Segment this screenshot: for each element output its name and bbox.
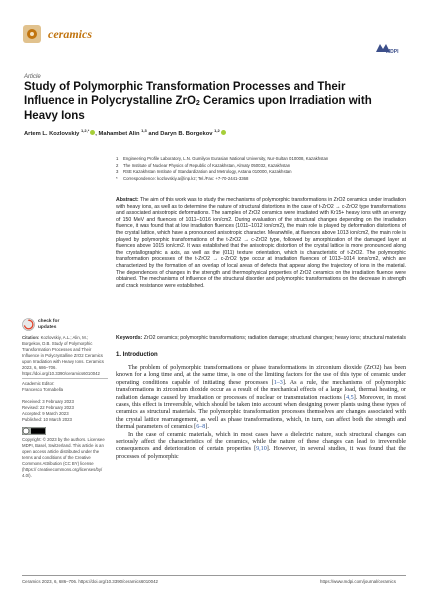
check-for-updates-badge[interactable]: check for updates bbox=[22, 318, 108, 331]
citation-link[interactable]: 1–3 bbox=[273, 379, 283, 386]
affiliations bbox=[116, 156, 406, 183]
citation-link[interactable]: 6–8 bbox=[196, 424, 206, 431]
keywords-label: Keywords: bbox=[116, 335, 143, 341]
affiliation-row: 2 The Institute of Nuclear Physics of Republic of Kazakhstan, Almaty 050032, Kazakhstan bbox=[116, 162, 291, 168]
affiliation-row: 1 Engineering Profile Laboratory, L.N. Gumilyov Eurasian National University, Nur-Sultan 010008, Kazakhstan bbox=[116, 156, 329, 161]
svg-text:MDPI: MDPI bbox=[386, 49, 399, 54]
affiliation-row: 3 RSE Kazakhstan Institute of Standardization and Metrology, Astana 010000, Kazakhstan bbox=[116, 169, 292, 175]
author-name[interactable]: Mahambet Alin bbox=[98, 130, 140, 137]
introduction-body bbox=[116, 365, 406, 461]
footer-citation[interactable]: Ceramics 2023, 6, 686–706. https://doi.org/10.3390/ceramics6010042 bbox=[22, 579, 158, 584]
author-name[interactable]: Daryn B. Borgekov bbox=[160, 130, 213, 137]
footer-journal-link[interactable]: https://www.mdpi.com/journal/ceramics bbox=[320, 579, 396, 584]
section-heading: 1. Introduction bbox=[116, 352, 158, 358]
footer-divider bbox=[22, 575, 406, 576]
license-text: Copyright: © 2023 by the authors. Licensee MDPI, Basel, Switzerland. This article is an open access article distributed under the terms and conditions of the Creative Commons Attribution (CC BY) license (https:// creativecommons.org/licenses/by/ 4.0/). bbox=[22, 437, 105, 478]
keywords-text: ZrO2 ceramics; polymorphic transformations; radiation damage; structural changes; heavy ions; structural materials bbox=[143, 335, 406, 341]
abstract bbox=[116, 197, 406, 289]
article-type: Article bbox=[24, 74, 41, 80]
correspondence-row: * Correspondence: kozlovskiy.a@inp.kz; Tel./Fax: +7-70-2441-3368 bbox=[116, 176, 249, 182]
abstract-text: The aim of this work was to study the mechanisms of polymorphic transformations in ZrO2 ceramics under irradiation with heavy ions, as well as to determine the nature of structural distortions in the case of t-ZrO2 → c-ZrO2 type transformations and associated anisotropic deformations. The samples of ZrO2 ceramics were irradiated with Kr15+ heavy ions with an energy of 150 MeV and fluences of 1011–1016 ion/cm2. During evaluation of the structural changes depending on the irradiation fluence, it was found that at low irradiation fluences (1011–1012 ion/cm2), the main role is played by deformation distortions of the crystal lattice, which have a pronounced anisotropic character. Meanwhile, at fluences above 1013 ion/cm2, the main role is played by polymorphic transformations of the t-ZrO2 → c-ZrO2 type, followed by amorphization of the damaged layer at fluences above 1015 ion/cm2. It was established that the anisotropic distortion of the crystal lattice is more pronounced along the crystallographic a axis, as well as the (011) texture orientation, which is characteristic of t-ZrO2. The polymorphic transformation processes of the t-ZrO2 → c-ZrO2 type occur at irradiation fluences of 1013–1014 ions/cm2, which are characterized by the formation of an overlap of local areas of defects that appear along the trajectory of ions in the material. The dependences of changes in the strength and thermophysical properties of ZrO2 ceramics on the irradiation fluence were obtained. The mechanisms of influence of the structural disorder and polymorphic transformations on the decrease in strength and crack resistance were established. bbox=[116, 197, 406, 289]
editor-label: Academic Editor: bbox=[22, 381, 55, 386]
citation-label: Citation: bbox=[22, 335, 40, 340]
received-date: Received: 3 February 2023 bbox=[22, 399, 74, 404]
paragraph: The problem of polymorphic transformations or phase transformations in zirconium dioxide (ZrO2) has been known for a long time and, at the same time, is one of the limiting factors for the use of this type of ceramic under operating conditions capable of initiating these processes [1–3]. As a rule, the mechanisms of polymorphic transformations in zirconium dioxide occur as a result of the mechanical effects of a large load, thermal heating, or radiation damage caused by irradiation or processes of nuclear or transmutation reactions [4,5]. Moreover, in most cases, this effect is irreversible, which should be taken into account when designing power plants using these types of ceramics as structural materials. The polymorphic transformation processes themselves are changes associated with the crystal lattice rearrangement, as well as phase transformations, which, in turn, can affect both the strength and thermal parameters of ceramics [6–8]. bbox=[116, 365, 406, 431]
accepted-date: Accepted: 9 March 2023 bbox=[22, 411, 69, 416]
keywords bbox=[116, 335, 406, 342]
orcid-icon[interactable] bbox=[221, 130, 226, 135]
citation bbox=[22, 335, 108, 377]
paragraph: In the case of ceramic materials, which in most cases have a dielectric nature, such structural changes can seriously affect the characteristics of the ceramics, while the nature of these changes can lead to irreversible consequences and deterioration of certain properties [9,10]. However, in several studies, it was found that the processes of polymorphic bbox=[116, 431, 406, 460]
license bbox=[22, 437, 108, 479]
ceramics-journal-icon bbox=[22, 24, 42, 44]
academic-editor bbox=[22, 381, 108, 393]
citation-link[interactable]: 9,10 bbox=[256, 446, 267, 453]
revised-date: Revised: 22 February 2023 bbox=[22, 405, 74, 410]
sidebar-divider bbox=[22, 378, 108, 379]
mdpi-logo-icon bbox=[374, 42, 400, 54]
article-title: Study of Polymorphic Transformation Processes and Their Influence in Polycrystalline ZrO$_2$ Ceramics upon Irradiation with Heavy Ions bbox=[24, 81, 372, 122]
citation-link[interactable]: 4,5 bbox=[346, 394, 354, 401]
author-name[interactable]: Artem L. Kozlovskiy bbox=[24, 130, 80, 137]
published-date: Published: 10 March 2023 bbox=[22, 417, 72, 422]
publication-dates bbox=[22, 399, 108, 423]
editor-name: Francesco Tornabella bbox=[22, 387, 64, 392]
author-list: Artem L. Kozlovskiy $^{1,2,*}$, Mahambet Alin $^{1,3}$ and Daryn B. Borgekov $^{1,2}$ bbox=[24, 128, 394, 137]
citation-text[interactable]: Kozlovskiy, A.L.; Alin, M.; Borgekov, D.B. Study of Polymorphic Transformation Processes and Their Influence in Polycrystalline ZrO2 Ceramics upon Irradiation with Heavy Ions. Ceramics 2023, 6, 686–706. https://doi.org/10.3390/ceramics6010042 bbox=[22, 335, 104, 376]
journal-name: ceramics bbox=[48, 26, 92, 41]
journal-logo bbox=[22, 24, 92, 44]
cc-by-license-icon[interactable] bbox=[22, 427, 46, 435]
abstract-label: Abstract: bbox=[116, 197, 139, 203]
check-for-updates-icon bbox=[22, 318, 35, 331]
